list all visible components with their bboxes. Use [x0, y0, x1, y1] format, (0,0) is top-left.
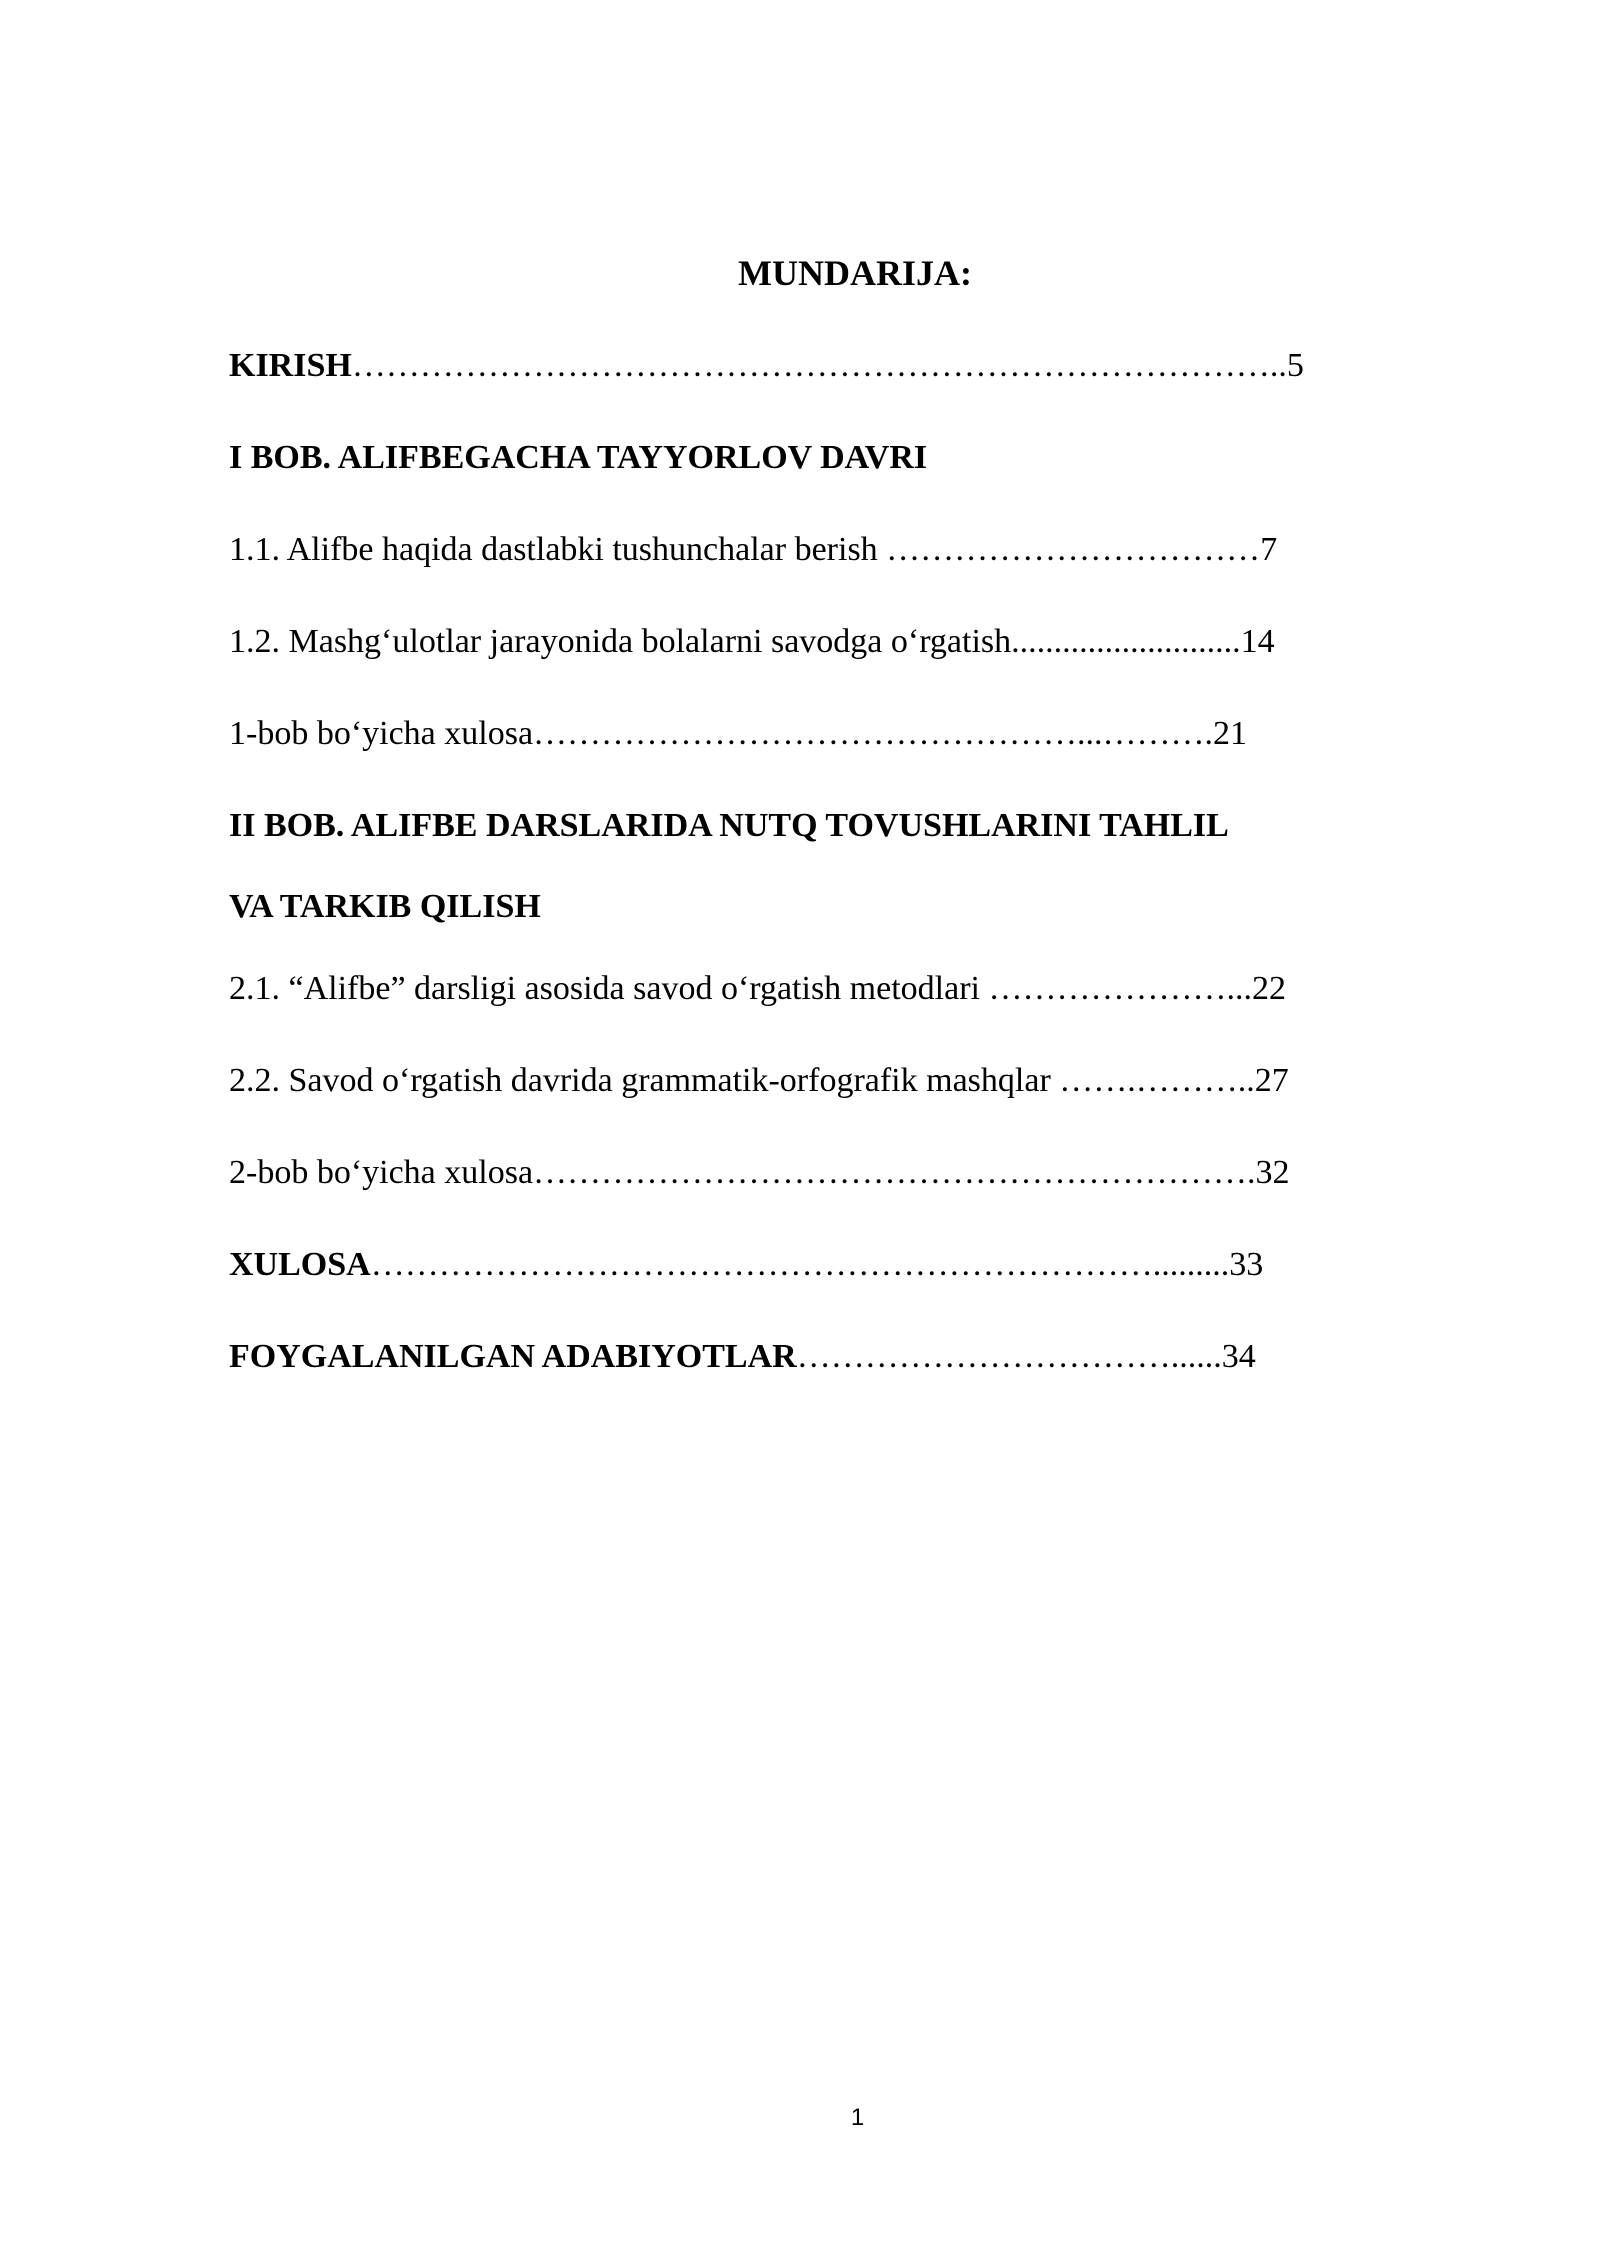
- toc-leader: ………………………………………………………………………..: [351, 347, 1287, 384]
- toc-page-number: 14: [1240, 623, 1275, 660]
- toc-page-number: 22: [1251, 970, 1286, 1007]
- toc-page-number: 27: [1254, 1062, 1289, 1099]
- toc-chapter-2-line2[interactable]: [229, 887, 541, 927]
- toc-page-number: 7: [1260, 531, 1278, 568]
- toc-entry-text: 2-bob bo‘yicha xulosa……………………………………………………….: [229, 1154, 1256, 1191]
- toc-leader: ……………………………......: [796, 1338, 1222, 1375]
- toc-entry-kirish[interactable]: [229, 346, 1304, 386]
- toc-leader: …………………………………………………………….........: [370, 1246, 1230, 1283]
- toc-heading-line2: VA TARKIB QILISH: [229, 888, 541, 925]
- toc-entry-adabiyotlar[interactable]: [229, 1337, 1256, 1377]
- toc-entry-text: 1.1. Alifbe haqida dastlabki tushunchalar berish ……………………………: [229, 531, 1261, 568]
- toc-heading: FOYGALANILGAN ADABIYOTLAR: [229, 1338, 797, 1375]
- toc-entry-text: 1-bob bo‘yicha xulosa…………………………………………...……….: [229, 715, 1214, 752]
- toc-heading: XULOSA: [229, 1246, 371, 1283]
- toc-chapter-2[interactable]: [229, 806, 1229, 846]
- toc-heading-rest: . ALIFBE DARSLARIDA NUTQ TOVUSHLARINI TAHLIL: [335, 807, 1229, 844]
- toc-page-number: 5: [1286, 347, 1304, 384]
- toc-entry-bob1-xulosa[interactable]: [229, 714, 1247, 754]
- toc-entry-2-2[interactable]: [229, 1061, 1289, 1101]
- toc-entry-bob2-xulosa[interactable]: [229, 1153, 1290, 1193]
- toc-heading: KIRISH: [229, 347, 352, 384]
- toc-heading: II BOB: [229, 807, 336, 844]
- toc-entry-text: 2.1. “Alifbe” darsligi asosida savod o‘rgatish metodlari …………………...: [229, 970, 1252, 1007]
- toc-page-number: 34: [1221, 1338, 1256, 1375]
- toc-entry-2-1[interactable]: [229, 969, 1286, 1009]
- toc-title: MUNDARIJA:: [738, 253, 972, 293]
- toc-page-number: 21: [1213, 715, 1248, 752]
- toc-entry-xulosa[interactable]: [229, 1245, 1263, 1285]
- page-number: 1: [850, 2104, 865, 2131]
- toc-chapter-1[interactable]: [229, 438, 927, 478]
- toc-entry-text: 1.2. Mashg‘ulotlar jarayonida bolalarni savodga o‘rgatish...........................: [229, 623, 1241, 660]
- toc-heading: I BOB: [229, 439, 323, 476]
- toc-entry-text: 2.2. Savod o‘rgatish davrida grammatik-orfografik mashqlar …….………..: [229, 1062, 1255, 1099]
- toc-entry-1-2[interactable]: [229, 622, 1275, 662]
- toc-page-number: 32: [1255, 1154, 1290, 1191]
- toc-heading-rest: . ALIFBEGACHA TAYYORLOV DAVRI: [322, 439, 928, 476]
- toc-entry-1-1[interactable]: [229, 530, 1277, 570]
- toc-page-number: 33: [1229, 1246, 1264, 1283]
